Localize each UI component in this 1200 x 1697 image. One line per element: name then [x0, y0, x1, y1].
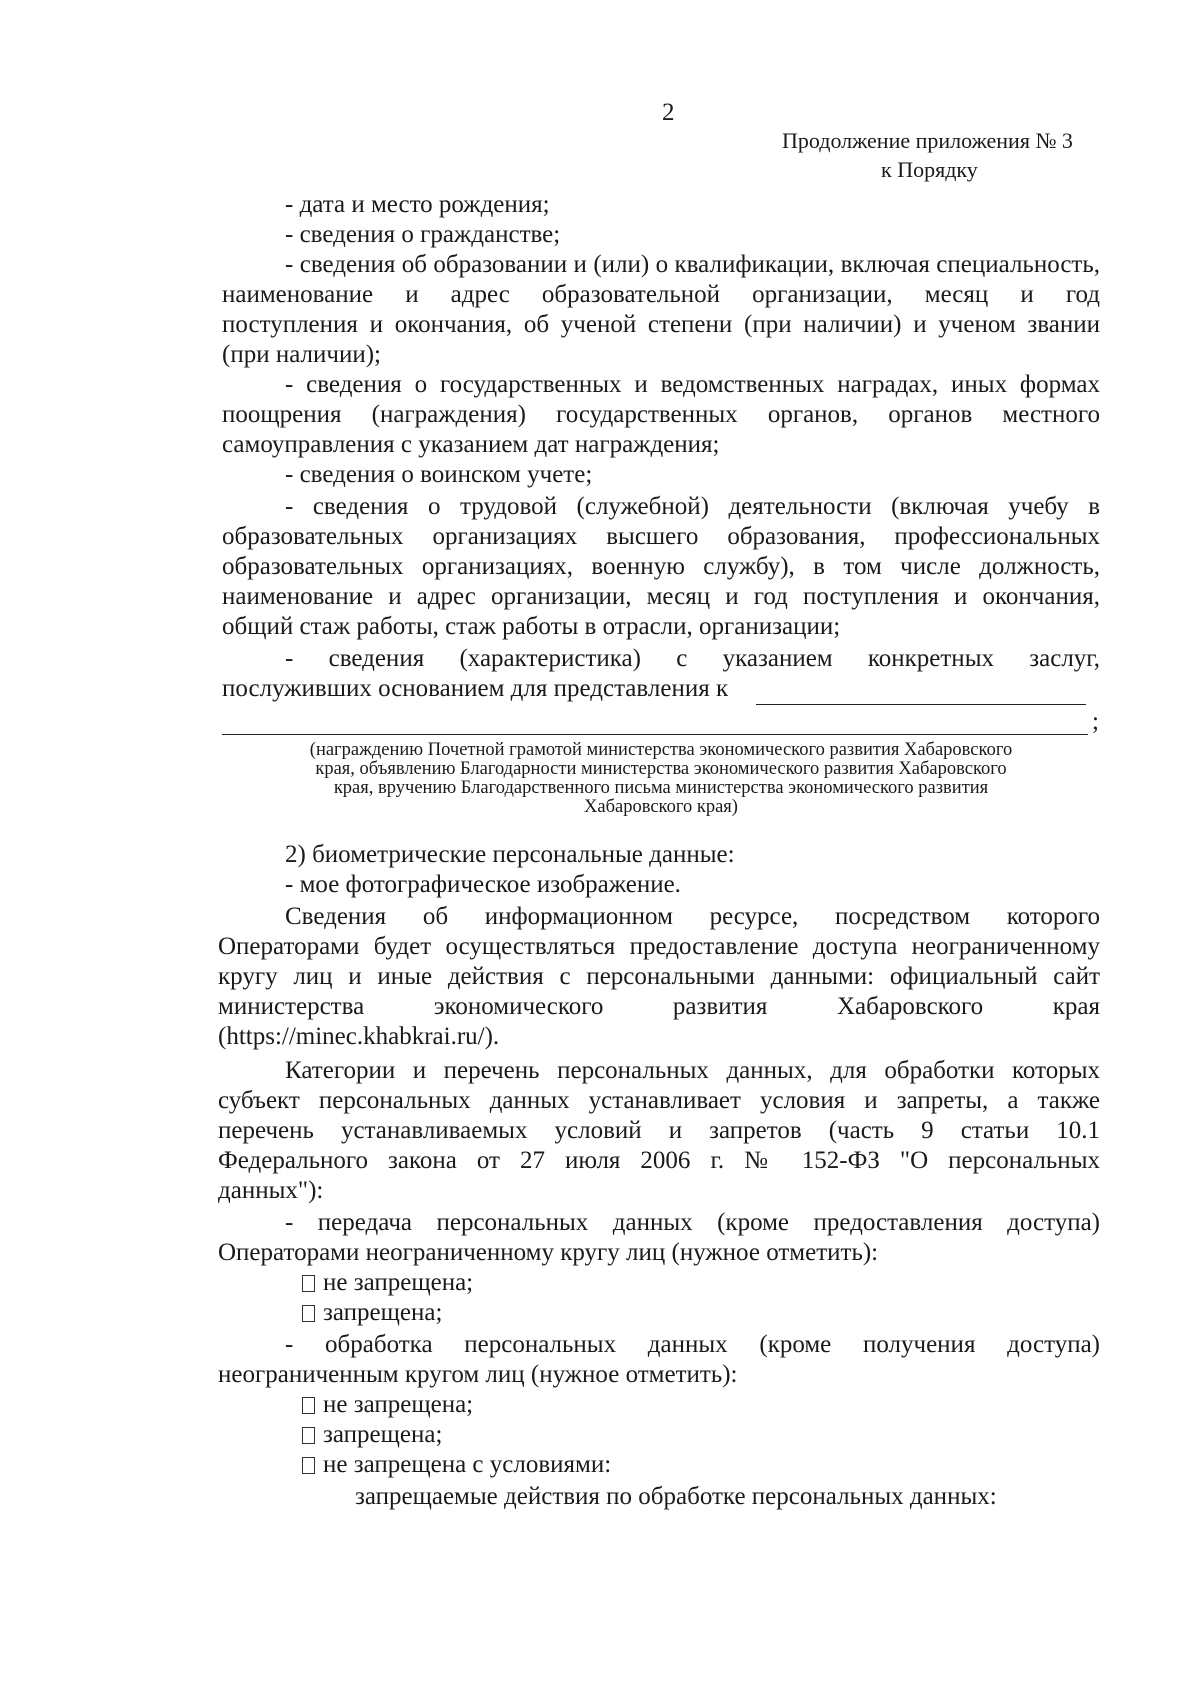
body-line: наименование и адрес образовательной организации, месяц и год [222, 281, 1100, 308]
fill-in-line [756, 704, 1086, 705]
footnote-line: Хабаровского края) [584, 797, 738, 817]
body-line: данных"): [218, 1177, 324, 1204]
body-line: послуживших основанием для представления к [222, 675, 729, 702]
body-line: - дата и место рождения; [285, 191, 550, 218]
body-line: министерства экономического развития Хабаровского края [218, 993, 1100, 1020]
body-line: неограниченным кругом лиц (нужное отметить): [218, 1361, 738, 1388]
continuation-header-line1: Продолжение приложения № 3 [782, 128, 1073, 153]
fill-in-line-end: ; [1092, 708, 1099, 735]
body-line: - сведения о воинском учете; [285, 461, 593, 488]
body-line: поступления и окончания, об ученой степени (при наличии) и ученом звании [222, 311, 1100, 338]
checkbox-icon[interactable] [302, 1305, 315, 1322]
body-line: - сведения об образовании и (или) о квалификации, включая специальность, [285, 251, 1100, 278]
option-label: запрещена; [323, 1299, 443, 1326]
checkbox-icon[interactable] [302, 1397, 315, 1414]
body-line: поощрения (награждения) государственных органов, органов местного [222, 401, 1100, 428]
footnote-line: (награждению Почетной грамотой министерства экономического развития Хабаровского [309, 740, 1013, 760]
checkbox-icon[interactable] [302, 1275, 315, 1292]
body-line: субъект персональных данных устанавливает условия и запреты, а также [218, 1087, 1100, 1114]
body-line: - мое фотографическое изображение. [285, 871, 681, 898]
continuation-header-line2: к Порядку [881, 157, 978, 182]
body-line: наименование и адрес организации, месяц и год поступления и окончания, [222, 583, 1100, 610]
option-label: не запрещена с условиями: [323, 1451, 612, 1478]
body-line: Федерального закона от 27 июля 2006 г. № 152-ФЗ "О персональных [218, 1147, 1100, 1174]
option-processing-not-prohibited[interactable] [302, 1390, 473, 1420]
option-transfer-prohibited[interactable] [302, 1298, 442, 1328]
body-line: образовательных организациях высшего образования, профессиональных [222, 523, 1100, 550]
body-line: - обработка персональных данных (кроме получения доступа) [285, 1331, 1100, 1358]
body-line: - передача персональных данных (кроме предоставления доступа) [285, 1209, 1100, 1236]
checkbox-icon[interactable] [302, 1427, 315, 1444]
checkbox-icon[interactable] [302, 1457, 315, 1474]
body-line: Категории и перечень персональных данных, для обработки которых [285, 1057, 1100, 1084]
fill-in-line [222, 734, 1088, 735]
body-line: перечень устанавливаемых условий и запретов (часть 9 статьи 10.1 [218, 1117, 1100, 1144]
footnote-line: края, объявлению Благодарности министерства экономического развития Хабаровского [315, 759, 1007, 779]
body-line: - сведения о гражданстве; [285, 221, 561, 248]
body-line: (при наличии); [222, 341, 381, 368]
body-line: 2) биометрические персональные данные: [285, 841, 735, 868]
body-line: самоуправления с указанием дат награждения; [222, 431, 720, 458]
page-number: 2 [662, 99, 675, 126]
website-url: (https://minec.khabkrai.ru/). [218, 1023, 500, 1050]
body-line: Операторами будет осуществляться предоставление доступа неограниченному [218, 933, 1100, 960]
option-label: запрещена; [323, 1421, 443, 1448]
option-label: не запрещена; [323, 1391, 474, 1418]
body-line: общий стаж работы, стаж работы в отрасли, организации; [222, 613, 841, 640]
option-processing-prohibited[interactable] [302, 1420, 442, 1450]
footnote-line: края, вручению Благодарственного письма министерства экономического развития [333, 778, 989, 798]
body-line: запрещаемые действия по обработке персональных данных: [355, 1483, 997, 1510]
body-line: - сведения (характеристика) с указанием конкретных заслуг, [285, 645, 1100, 672]
body-line: Операторами неограниченному кругу лиц (нужное отметить): [218, 1239, 879, 1266]
body-line: образовательных организациях, военную службу), в том числе должность, [222, 553, 1100, 580]
body-line: - сведения о трудовой (служебной) деятельности (включая учебу в [285, 493, 1100, 520]
option-processing-with-conditions[interactable] [302, 1450, 611, 1480]
body-line: Сведения об информационном ресурсе, посредством которого [285, 903, 1100, 930]
body-line: кругу лиц и иные действия с персональными данными: официальный сайт [218, 963, 1100, 990]
option-label: не запрещена; [323, 1269, 474, 1296]
option-transfer-not-prohibited[interactable] [302, 1268, 473, 1298]
body-line: - сведения о государственных и ведомственных наградах, иных формах [285, 371, 1100, 398]
